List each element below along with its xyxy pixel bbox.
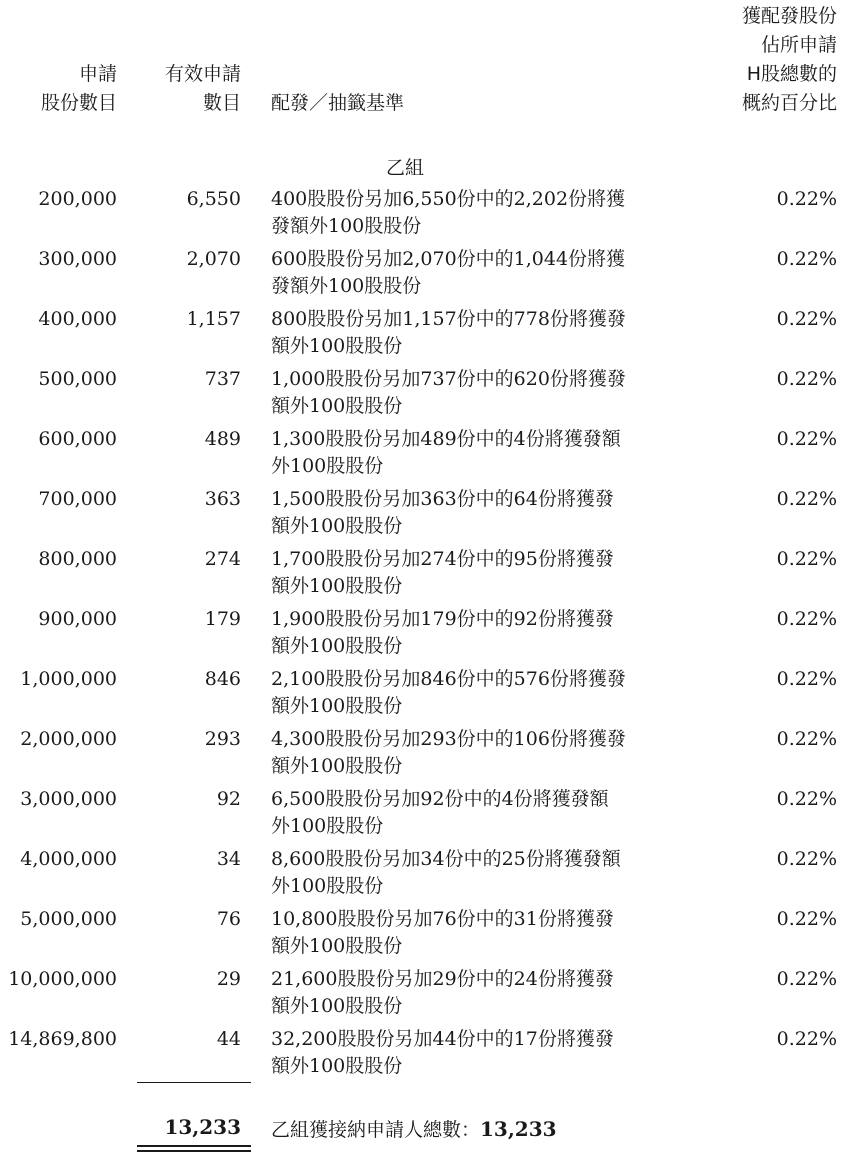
header-basis: [271, 89, 404, 118]
header-pct-line-1: 獲配發股份: [741, 5, 837, 27]
group-title: 乙組: [386, 157, 425, 179]
header-valid-applications: [165, 60, 241, 118]
cell-shares-applied: 4,000,000: [20, 848, 117, 870]
cell-shares-applied: 2,000,000: [20, 728, 117, 750]
cell-basis-line: 32,200股股份另加44份中的17份將獲發: [271, 1028, 614, 1050]
table-row: [0, 486, 844, 546]
cell-shares-applied: 500,000: [38, 368, 117, 390]
cell-basis: [271, 966, 711, 1020]
header-shares-line-2: 股份數目: [40, 92, 117, 114]
cell-basis-line: 800股股份另加1,157份中的778份將獲發: [271, 308, 626, 330]
cell-valid-applications: 2,070: [186, 248, 241, 270]
table-row: [0, 906, 844, 966]
header-pct-line-3: H股總數的: [746, 63, 837, 85]
cell-basis: [271, 1026, 711, 1080]
cell-shares-applied: 400,000: [38, 308, 117, 330]
cell-valid-applications: 34: [216, 848, 241, 870]
cell-valid-applications: 737: [204, 368, 241, 390]
cell-valid-applications: 179: [204, 608, 241, 630]
total-label: 乙組獲接納申請人總數：: [271, 1119, 481, 1141]
cell-basis-line: 10,800股股份另加76份中的31份將獲發: [271, 908, 614, 930]
cell-shares-applied: 5,000,000: [20, 908, 117, 930]
cell-percentage: 0.22%: [776, 548, 837, 570]
cell-basis: [271, 906, 711, 960]
cell-valid-applications: 489: [204, 428, 241, 450]
cell-valid-applications: 846: [204, 668, 241, 690]
cell-basis-line: 額外100股股份: [271, 935, 403, 957]
cell-basis-line: 21,600股股份另加29份中的24份將獲發: [271, 968, 614, 990]
cell-shares-applied: 200,000: [38, 188, 117, 210]
cell-basis-line: 額外100股股份: [271, 755, 403, 777]
cell-basis: [271, 666, 711, 720]
cell-valid-applications: 44: [216, 1028, 241, 1050]
cell-basis-line: 外100股股份: [271, 815, 384, 837]
table-row: [0, 186, 844, 246]
header-shares-applied: [41, 60, 117, 118]
total-count: 13,233: [164, 1115, 241, 1139]
cell-basis: [271, 786, 711, 840]
cell-basis-line: 2,100股股份另加846份中的576份將獲發: [271, 668, 626, 690]
cell-basis-line: 額外100股股份: [271, 695, 403, 717]
cell-basis-line: 1,700股股份另加274份中的95份將獲發: [271, 548, 614, 570]
cell-percentage: 0.22%: [776, 848, 837, 870]
cell-basis-line: 外100股股份: [271, 455, 384, 477]
cell-valid-applications: 29: [216, 968, 241, 990]
table-row: [0, 786, 844, 846]
total-value: 13,233: [480, 1117, 557, 1141]
cell-basis-line: 額外100股股份: [271, 635, 403, 657]
cell-percentage: 0.22%: [776, 1028, 837, 1050]
cell-percentage: 0.22%: [776, 728, 837, 750]
cell-shares-applied: 700,000: [38, 488, 117, 510]
header-percentage: [742, 2, 837, 118]
cell-valid-applications: 363: [204, 488, 241, 510]
table-row: [0, 246, 844, 306]
cell-shares-applied: 3,000,000: [20, 788, 117, 810]
cell-valid-applications: 92: [216, 788, 241, 810]
cell-percentage: 0.22%: [776, 608, 837, 630]
cell-valid-applications: 76: [216, 908, 241, 930]
header-pct-line-4: 概約百分比: [741, 92, 837, 114]
table-row: [0, 366, 844, 426]
cell-percentage: 0.22%: [776, 668, 837, 690]
cell-basis-line: 6,500股股份另加92份中的4份將獲發額: [271, 788, 609, 810]
cell-basis: [271, 846, 711, 900]
cell-basis-line: 1,500股股份另加363份中的64份將獲發: [271, 488, 614, 510]
table-row: [0, 606, 844, 666]
cell-basis-line: 額外100股股份: [271, 395, 403, 417]
total-statement: [271, 1115, 557, 1142]
header-valid-line-2: 數目: [202, 92, 241, 114]
cell-basis: [271, 186, 711, 240]
cell-percentage: 0.22%: [776, 248, 837, 270]
cell-basis: [271, 306, 711, 360]
total-double-rule-bottom: [137, 1150, 251, 1152]
cell-shares-applied: 800,000: [38, 548, 117, 570]
cell-valid-applications: 274: [204, 548, 241, 570]
header-basis-text: 配發／抽籤基準: [271, 92, 405, 114]
table-row: [0, 726, 844, 786]
cell-percentage: 0.22%: [776, 188, 837, 210]
cell-basis-line: 400股股份另加6,550份中的2,202份將獲: [271, 188, 626, 210]
cell-basis-line: 4,300股股份另加293份中的106份將獲發: [271, 728, 626, 750]
table-row: [0, 306, 844, 366]
cell-shares-applied: 14,869,800: [8, 1028, 117, 1050]
cell-basis-line: 發額外100股股份: [271, 215, 422, 237]
table-row: [0, 846, 844, 906]
cell-valid-applications: 1,157: [186, 308, 241, 330]
total-double-rule-top: [137, 1145, 251, 1147]
allotment-table-body: [0, 186, 844, 1086]
table-row: [0, 1026, 844, 1086]
cell-basis-line: 額外100股股份: [271, 515, 403, 537]
cell-percentage: 0.22%: [776, 968, 837, 990]
header-pct-line-2: 佔所申請: [760, 34, 837, 56]
cell-shares-applied: 1,000,000: [20, 668, 117, 690]
table-row: [0, 546, 844, 606]
cell-percentage: 0.22%: [776, 908, 837, 930]
cell-shares-applied: 300,000: [38, 248, 117, 270]
cell-basis: [271, 606, 711, 660]
cell-basis-line: 1,000股股份另加737份中的620份將獲發: [271, 368, 626, 390]
cell-valid-applications: 6,550: [186, 188, 241, 210]
cell-basis-line: 8,600股股份另加34份中的25份將獲發額: [271, 848, 621, 870]
cell-basis-line: 額外100股股份: [271, 335, 403, 357]
cell-basis: [271, 246, 711, 300]
cell-basis-line: 發額外100股股份: [271, 275, 422, 297]
cell-percentage: 0.22%: [776, 368, 837, 390]
cell-percentage: 0.22%: [776, 488, 837, 510]
table-row: [0, 966, 844, 1026]
cell-basis-line: 額外100股股份: [271, 995, 403, 1017]
cell-basis-line: 額外100股股份: [271, 575, 403, 597]
table-row: [0, 666, 844, 726]
cell-basis-line: 外100股股份: [271, 875, 384, 897]
cell-basis-line: 1,900股股份另加179份中的92份將獲發: [271, 608, 614, 630]
cell-basis: [271, 426, 711, 480]
cell-basis-line: 1,300股股份另加489份中的4份將獲發額: [271, 428, 621, 450]
cell-shares-applied: 10,000,000: [8, 968, 117, 990]
cell-percentage: 0.22%: [776, 428, 837, 450]
cell-basis: [271, 486, 711, 540]
cell-valid-applications: 293: [204, 728, 241, 750]
cell-shares-applied: 900,000: [38, 608, 117, 630]
header-valid-line-1: 有效申請: [164, 63, 241, 85]
cell-basis-line: 額外100股股份: [271, 1055, 403, 1077]
cell-percentage: 0.22%: [776, 788, 837, 810]
header-shares-line-1: 申請: [78, 63, 117, 85]
subtotal-rule: [137, 1082, 251, 1083]
cell-basis: [271, 546, 711, 600]
cell-basis-line: 600股股份另加2,070份中的1,044份將獲: [271, 248, 626, 270]
table-row: [0, 426, 844, 486]
cell-basis: [271, 726, 711, 780]
cell-basis: [271, 366, 711, 420]
cell-percentage: 0.22%: [776, 308, 837, 330]
cell-shares-applied: 600,000: [38, 428, 117, 450]
